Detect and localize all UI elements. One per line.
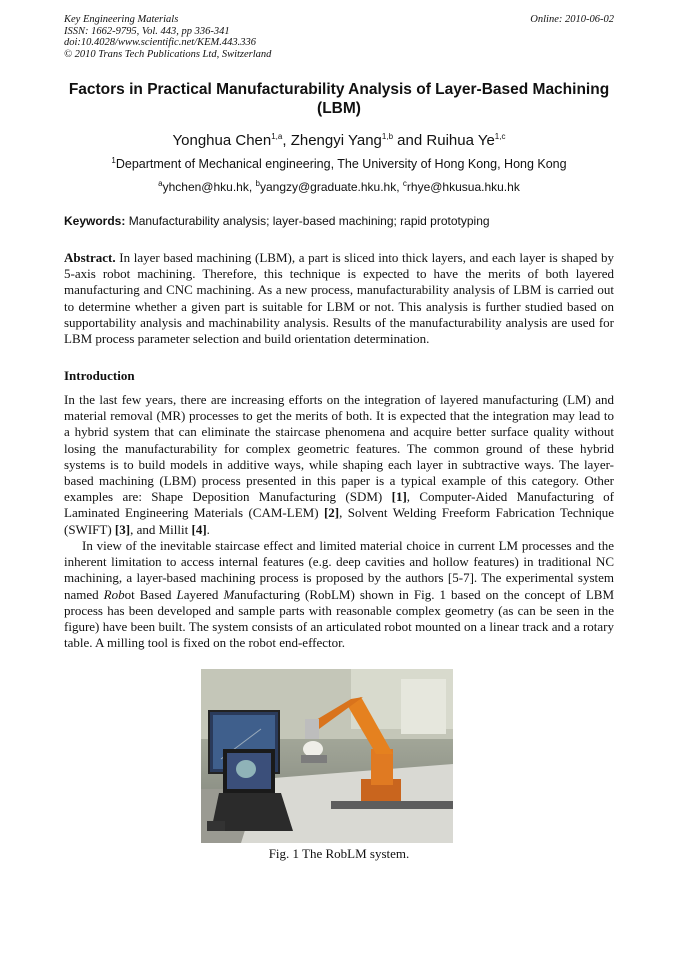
email-address: yhchen@hku.hk [162, 180, 249, 194]
email-list [64, 180, 614, 195]
author-separator: and [393, 132, 427, 149]
author-separator: , [282, 132, 291, 149]
intro-text: anufacturing (RobLM) shown in Fig. 1 based on the concept of LBM process has been developed and sample parts with reasonable complex geometry (as can be seen in the figure) have been built. The system consists of an articulated robot mounted on a linear track and a rotary table. A milling tool is fixed on the robot end-effector. [64, 586, 615, 651]
issn-line: ISSN: 1662-9795, Vol. 443, pp 336-341 [64, 25, 230, 37]
author-affil-mark: 1,b [381, 132, 394, 141]
abstract-label: Abstract. [64, 250, 116, 265]
email-mark: a [158, 179, 163, 188]
email-mark: c [402, 179, 407, 188]
section-heading-introduction: Introduction [64, 368, 135, 383]
email-separator: , [396, 180, 403, 194]
intro-paragraph-1 [64, 392, 614, 538]
emphasis: Rob [103, 586, 125, 602]
intro-text: , and Millit [130, 521, 192, 537]
citation-ref: [1] [391, 489, 407, 505]
author-name: Ruihua Ye [426, 132, 495, 149]
abstract [64, 250, 614, 347]
online-date: Online: 2010-06-02 [530, 14, 614, 25]
emphasis: L [176, 586, 184, 602]
intro-text: ot Based [124, 586, 177, 602]
paper-title: Factors in Practical Manufacturability Analysis of Layer-Based Machining (LBM) [68, 81, 610, 117]
figure-caption: Fig. 1 The RobLM system. [268, 846, 410, 861]
figure-roblm-photo [201, 669, 453, 843]
journal-name: Key Engineering Materials [64, 14, 179, 25]
intro-text: In view of the inevitable staircase effect and limited material choice in current LM processes and the inherent limitation to access internal features (e.g. deep cavities and hollow features) in traditional NC machining, a layer-based machining process is proposed by the authors [5-7]. The experimental system named [64, 538, 614, 602]
email-mark: b [255, 179, 260, 188]
author-affil-mark: 1,c [494, 132, 506, 141]
citation-ref: [4] [191, 521, 207, 537]
citation-ref: [3] [114, 521, 131, 537]
author-name: Yonghua Chen [172, 132, 272, 149]
keywords [64, 214, 614, 229]
doi-line: doi:10.4028/www.scientific.net/KEM.443.336 [64, 37, 256, 48]
copyright-line: © 2010 Trans Tech Publications Ltd, Switzerland [64, 48, 272, 60]
abstract-text: In layer based machining (LBM), a part is sliced into thick layers, and each layer is shaped by 5-axis robot machining. Therefore, this technique is expected to have the merits of both layered manufacturing and CNC machining. As a new process, manufacturability analysis of LBM is carried out to determine whether a given part is suitable for LBM or not. This analysis is further studied based on supportability analysis and machinability analysis. Results of the manufacturability analysis are used for LBM process parameter selection and build orientation determination. [64, 250, 614, 347]
intro-text: . [206, 521, 210, 537]
intro-text: , Solvent Welding Freeform Fabrication Technique (SWIFT) [64, 505, 614, 537]
affiliation [64, 157, 614, 172]
author-name: Zhengyi Yang [290, 132, 382, 149]
email-address: yangzy@graduate.hku.hk [259, 180, 397, 194]
author-affil-mark: 1,a [271, 132, 283, 141]
citation-ref: [2] [323, 505, 340, 521]
affiliation-mark: 1 [111, 155, 116, 165]
emphasis: M [223, 586, 235, 602]
email-separator: , [248, 180, 256, 194]
keywords-text: Manufacturability analysis; layer-based machining; rapid prototyping [128, 214, 490, 228]
author-list [64, 132, 614, 150]
email-address: rhye@hkusua.hku.hk [406, 180, 520, 194]
intro-text: In the last few years, there are increasing efforts on the integration of layered manufacturing (LM) and material removal (MR) processes to get the merits of both. It is expected that the integration may lead to a hybrid system that can eliminate the staircase phenomena and acquire better surface quality without losing the manufacturability for complex geometric features. The common ground of these hybrid systems is to build models in additive ways, while shaping each layer in subtractive ways. The layer-based machining (LBM) process presented in this paper is a typical example of this category. Other examples are: Shape Deposition Manufacturing (SDM) [64, 392, 614, 505]
intro-text: , Computer-Aided Manufacturing of Laminated Engineering Materials (CAM-LEM) [64, 489, 615, 521]
affiliation-text: Department of Mechanical engineering, The University of Hong Kong, Hong Kong [115, 157, 567, 171]
running-header [64, 14, 614, 60]
intro-paragraph-2 [64, 538, 614, 651]
intro-text: ayered [183, 586, 224, 602]
keywords-label: Keywords: [64, 214, 126, 228]
roblm-photo-illustration [201, 669, 453, 843]
